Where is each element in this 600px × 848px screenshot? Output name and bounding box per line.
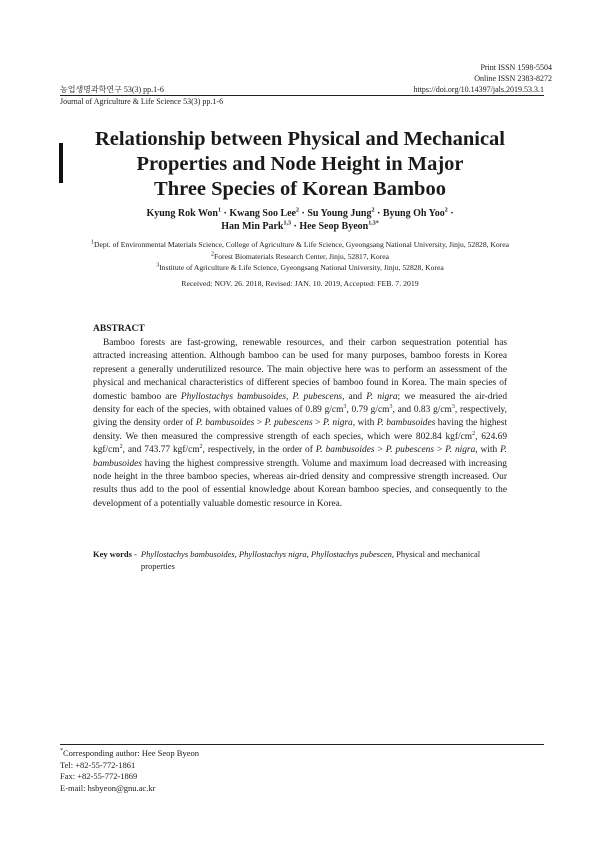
affiliation-1: $^1$Dept. of Environmental Materials Science, College of Agriculture & Life Science, Gyeongsang National University, Jinju, 52828, Korea — [91, 239, 509, 249]
journal-korean: 농업생명과학연구 53(3) pp.1-6 — [60, 85, 164, 94]
author-name: Hee Seop Byeon — [299, 221, 369, 232]
keywords-list: Phyllostachys bambusoides, Phyllostachys nigra, Phyllostachys pubescen, Physical and mechanical properties — [140, 549, 481, 571]
footnote-rule — [60, 744, 544, 745]
footnote-fax: Fax: +82-55-772-1869 — [60, 771, 138, 781]
author-name: Kwang Soo Lee — [229, 208, 296, 219]
author-name: Han Min Park — [221, 221, 284, 232]
abstract-body: Bamboo forests are fast-growing, renewable resources, and their carbon sequestration potential has attracted increasing attention. Although bamboo can be used for many purposes, bamboo forests in Korea represent a generally underutilized resource. The main objective here was to perform an assessment of the physical and mechanical characteristics of different species of bamboo found in Korea. The main species of domestic bamboo are Phyllostachys bambusoides, P. pubescens, and P. nigra; we measured the air-dried density for each of the species, with obtained values of 0.89 $g/cm^3$, 0.79 $g/cm^3$, and 0.83 $g/cm^3$, respectively, giving the density order of P. bambusoides > P. pubescens > P. nigra, with P. bambusoides having the highest density. We then measured the compressive strength of each species, which were 802.84 kgf/$cm^2$, 624.69 kgf/$cm^2$, and 743.77 kgf/$cm^2$, respectively, in the order of P. bambusoides > P. pubescens > P. nigra, with P. bambusoides having the highest compressive strength. Volume and maximum load decreased with increasing node height in the three bamboo species, whereas air-dried density and compressive strength increased. Our results thus add to the pool of essential knowledge about Korean bamboo species, and consequently to the development of a potentially valuable domestic resource in Korea. — [93, 338, 508, 509]
corresponding-author: *Corresponding author: Hee Seop Byeon — [60, 748, 199, 758]
affiliation-3: $^3$Institute of Agriculture & Life Science, Gyeongsang National University, Jinju, 52828, Korea — [156, 262, 444, 272]
keywords-label: Key words - — [93, 549, 137, 559]
title-line-2: Properties and Node Height in Major — [136, 153, 464, 175]
title-line-3: Three Species of Korean Bamboo — [154, 178, 446, 200]
paper-title — [60, 127, 540, 202]
doi-link[interactable]: https://doi.org/10.14397/jals.2019.53.3.1 — [413, 85, 544, 94]
abstract-heading: ABSTRACT — [93, 324, 145, 334]
footnote-email[interactable]: E-mail: hsbyeon@gnu.ac.kr — [60, 782, 156, 793]
author-name: Kyung Rok Won — [146, 208, 218, 219]
issn-print: Print ISSN 1598-5504 — [480, 63, 552, 72]
footnote-tel: Tel: +82-55-772-1861 — [60, 759, 136, 770]
title-line-1: Relationship between Physical and Mechanical — [94, 128, 505, 150]
author-name: Byung Oh Yoo — [382, 208, 445, 219]
affiliation-2: $^2$Forest Biomaterials Research Center, Jinju, 52817, Korea — [211, 250, 389, 261]
affiliations — [40, 239, 560, 274]
issn-online: Online ISSN 2383-8272 — [474, 74, 552, 83]
author-name: Su Young Jung — [307, 208, 372, 219]
journal-english: Journal of Agriculture & Life Science 53(3) pp.1-6 — [60, 97, 224, 106]
keywords — [93, 548, 507, 572]
received-dates: Received: NOV. 26. 2018, Revised: JAN. 10. 2019, Accepted: FEB. 7. 2019 — [181, 279, 419, 288]
author-list: Kyung Rok Won$^1$ · Kwang Soo Lee$^2$ · Su Young Jung$^2$ · Byung Oh Yoo$^2$ · Han Min Park$^{1,3}$ · Hee Seop Byeon$^{1,3*}$ — [146, 207, 454, 232]
header-rule — [60, 95, 544, 96]
footnote — [60, 748, 199, 794]
